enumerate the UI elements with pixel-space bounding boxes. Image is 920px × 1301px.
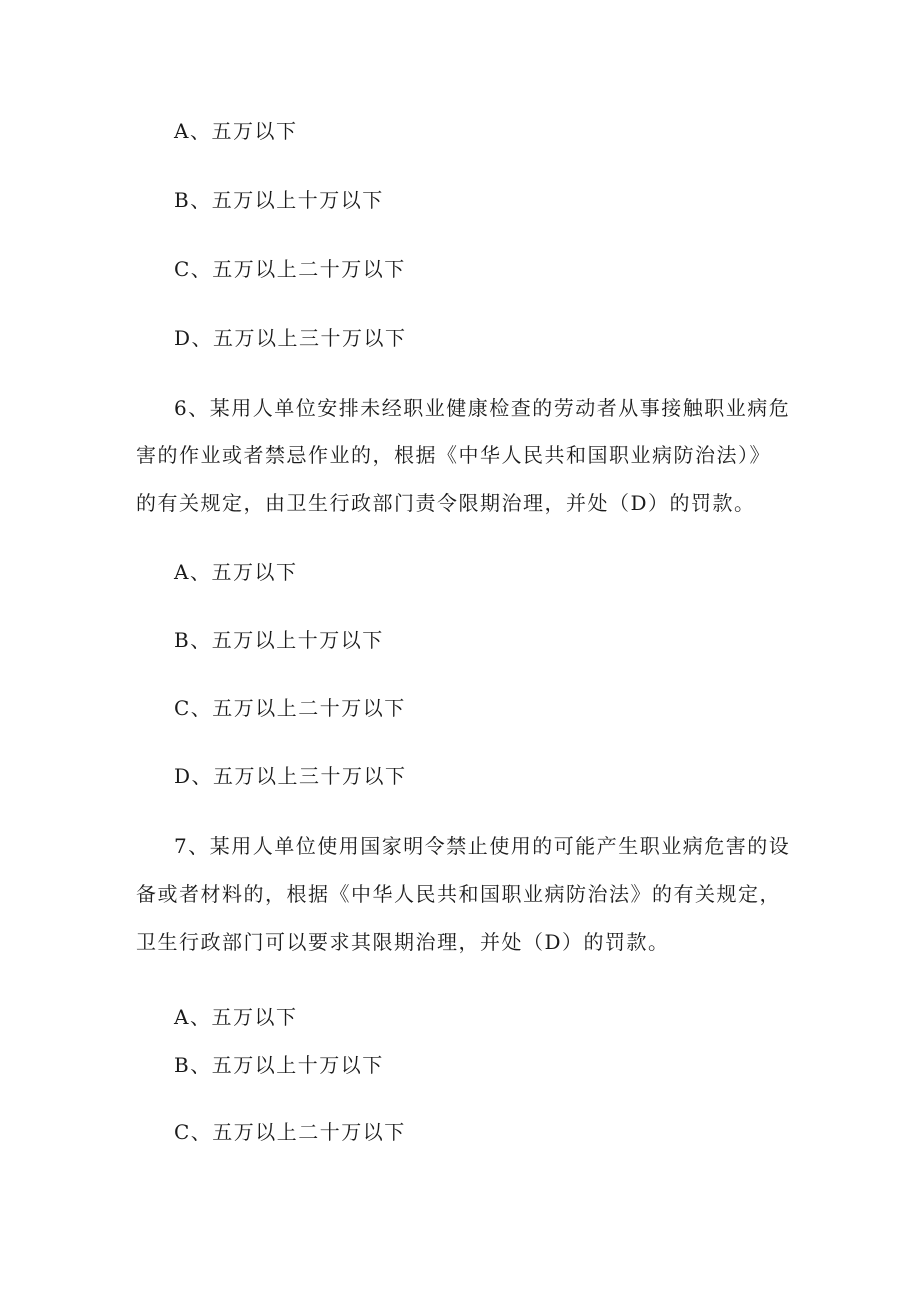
option-b: B、五万以上十万以下	[174, 1053, 384, 1077]
option-b: B、五万以上十万以下	[174, 628, 384, 652]
question-7-line-2: 备或者材料的，根据《中华人民共和国职业病防治法》的有关规定，	[136, 882, 781, 906]
option-a: A、五万以下	[174, 560, 298, 584]
question-6-line-2: 害的作业或者禁忌作业的，根据《中华人民共和国职业病防治法）》	[136, 443, 771, 467]
option-b: B、五万以上十万以下	[174, 188, 384, 212]
option-a: A、五万以下	[174, 1005, 298, 1029]
option-c: C、五万以上二十万以下	[174, 257, 406, 281]
option-d: D、五万以上三十万以下	[174, 326, 407, 350]
option-a: A、五万以下	[174, 119, 298, 143]
question-6-line-3: 的有关规定，由卫生行政部门责令限期治理，并处（D）的罚款。	[136, 491, 756, 515]
question-7-line-1: 7、某用人单位使用国家明令禁止使用的可能产生职业病危害的设	[174, 834, 791, 858]
option-c: C、五万以上二十万以下	[174, 696, 406, 720]
option-d: D、五万以上三十万以下	[174, 764, 407, 788]
question-6-line-1: 6、某用人单位安排未经职业健康检查的劳动者从事接触职业病危	[174, 396, 791, 420]
question-7-line-3: 卫生行政部门可以要求其限期治理，并处（D）的罚款。	[136, 930, 670, 954]
option-c: C、五万以上二十万以下	[174, 1120, 406, 1144]
